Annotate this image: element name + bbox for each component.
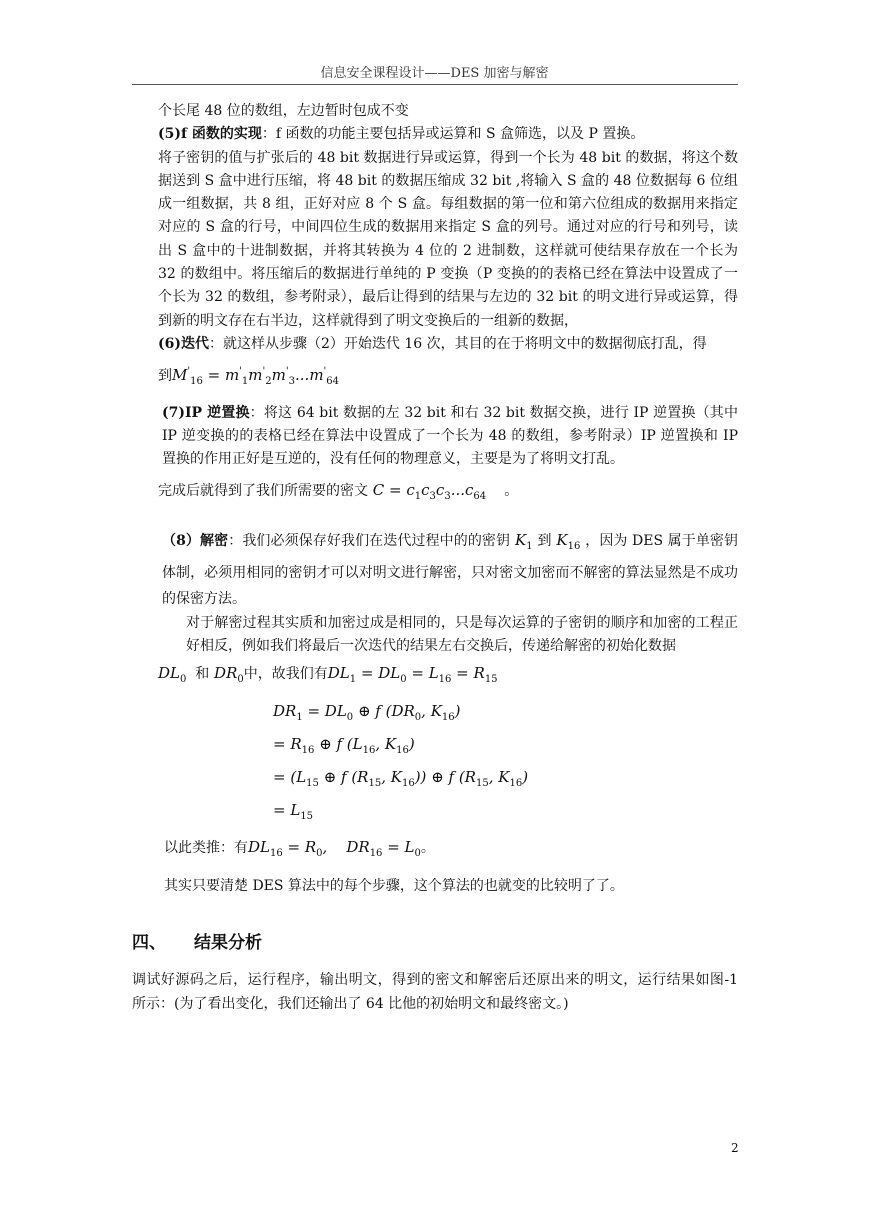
step8-text2: ，因为 DES 属于单密钥体制，必须用相同的密钥才可以对明文进行解密，只对密文加密而不解密的算法显然是不成功的保密方法。 (162, 532, 739, 607)
decrypt-init-line (158, 662, 738, 691)
cipher-formula: $C = c_1c_3c_3...c_{64}$ (368, 481, 487, 503)
page-header: 信息安全课程设计——DES 加密与解密 (320, 66, 549, 81)
key-k1: $K_1$ (510, 530, 533, 552)
page-number: 2 (731, 1141, 739, 1155)
key-k16: $K_{16}$ (551, 530, 581, 552)
closing-line: 其实只要清楚 DES 算法中的每个步骤，这个算法的也就变的比较明了了。 (164, 877, 624, 894)
result-paragraph: 调试好源码之后，运行程序，输出明文，得到的密文和解密后还原出来的明文，运行结果如图-1 所示：(为了看出变化，我们还输出了 64 比他的初始明文和最终密文。) (132, 972, 738, 1012)
infer-end: 。 (420, 839, 435, 856)
step5-lead: ：f 函数的功能主要包括异或运算和 S 盒筛选，以及 P 置换。 (261, 126, 645, 143)
derivation-line-4: = $L_{15}$ (273, 800, 314, 822)
step5-title: (5)f 函数的实现 (158, 126, 262, 143)
step8-paragraph (158, 527, 738, 612)
cipher-line (158, 479, 738, 508)
infer-text: 以此类推：有 (164, 839, 248, 856)
step7-text: ：将这 64 bit 数据的左 32 bit 和右 32 bit 数据交换，进行 IP 逆置换（其中 IP 逆变换的的表格已经在算法中设置成了一个长为 48 的数组，参考附录）IP 逆置换和 IP 置换的作用正好是互逆的，没有任何的物理意义，主要是为了将明文打乱。 (162, 404, 738, 468)
derivation-line-1: $DR_1 = DL_0$ ⊕ f ($DR_0$, $K_{16}$) (273, 701, 461, 723)
dl1-formula: $DL_1 = DL_0 = L_{16} = R_{15}$ (327, 664, 498, 686)
step6-prefix: 到 (158, 368, 172, 385)
header-rule (132, 84, 738, 85)
step8-title: （8）解密 (162, 532, 229, 549)
derivation-line-2: = $R_{16}$ ⊕ f ($L_{16}$, $K_{16}$) (273, 734, 415, 756)
intro-line: 个长尾 48 位的数组，左边暂时包成不变 (158, 103, 409, 119)
and-word: 和 (195, 666, 210, 683)
iteration-formula: $M'_{16} = m'_1m'_2m'_3...m'_{64}$ (172, 366, 340, 388)
section-heading (132, 928, 262, 953)
cipher-text-after: 。 (504, 483, 519, 500)
step8-to: 到 (537, 532, 552, 549)
derivation-block (158, 698, 738, 830)
derivation-line-3: = ($L_{15}$ ⊕ f ($R_{15}$, $K_{16}$)) ⊕ f ($R_{15}$, $K_{16}$) (273, 767, 529, 789)
step6-title: (6)迭代 (158, 335, 209, 352)
mid-text: 中，故我们有 (243, 666, 328, 683)
dl0-symbol: $DL_0$ (158, 664, 187, 686)
section-title: 结果分析 (194, 933, 262, 953)
step8-text1: ：我们必须保存好我们在迭代过程中的的密钥 (228, 532, 511, 549)
dr0-symbol: $DR_0$ (209, 664, 244, 686)
step6-paragraph (158, 333, 738, 356)
step5-body: 将子密钥的值与扩张后的 48 bit 数据进行异或运算，得到一个长为 48 bit 的数据，将这个数据送到 S 盒中进行压缩，将 48 bit 的数据压缩成 32 bit ,将输入 S 盒的 48 位数据每 6 位组成一组数据，共 8 组，正好对应 8 个 S 盒。每组数据的第一位和第六位组成的数据用来指定对应的 S 盒的行号，中间四位生成的数据用来指定 S 盒的列号。通过对应的行号和列号，读出 S 盒中的十进制数据，并将其转换为 4 位的 2 进制数，这样就可使结果存放在一个长为 32 的数组中。将压缩后的数据进行单纯的 P 变换（P 变换的的表格已经在算法中设置成了一个长为 32 的数组，参考附录），最后让得到的结果与左边的 32 bit 的明文进行异或运算，得到新的明文存在右半边，这样就得到了明文变换后的一组新的数据， (158, 149, 738, 329)
step6-formula-line (158, 360, 738, 393)
section-number: 四、 (132, 933, 166, 953)
decrypt-paragraph: 对于解密过程其实质和加密过成是相同的，只是每次运算的子密钥的顺序和加密的工程正好相反，例如我们将最后一次迭代的结果左右交换后，传递给解密的初始化数据 (186, 614, 738, 655)
step5-heading (158, 123, 738, 146)
step6-text: ：就这样从步骤（2）开始迭代 16 次，其目的在于将明文中的数据彻底打乱，得 (209, 335, 707, 352)
infer-line (158, 836, 738, 865)
infer-formula: $DL_{16} = R_0$, $DR_{16} = L_0$ (248, 837, 421, 859)
step7-paragraph (158, 402, 738, 472)
document-body (158, 100, 738, 898)
step7-title: (7)IP 逆置换 (162, 404, 250, 421)
cipher-text-before: 完成后就得到了我们所需要的密文 (158, 483, 368, 500)
